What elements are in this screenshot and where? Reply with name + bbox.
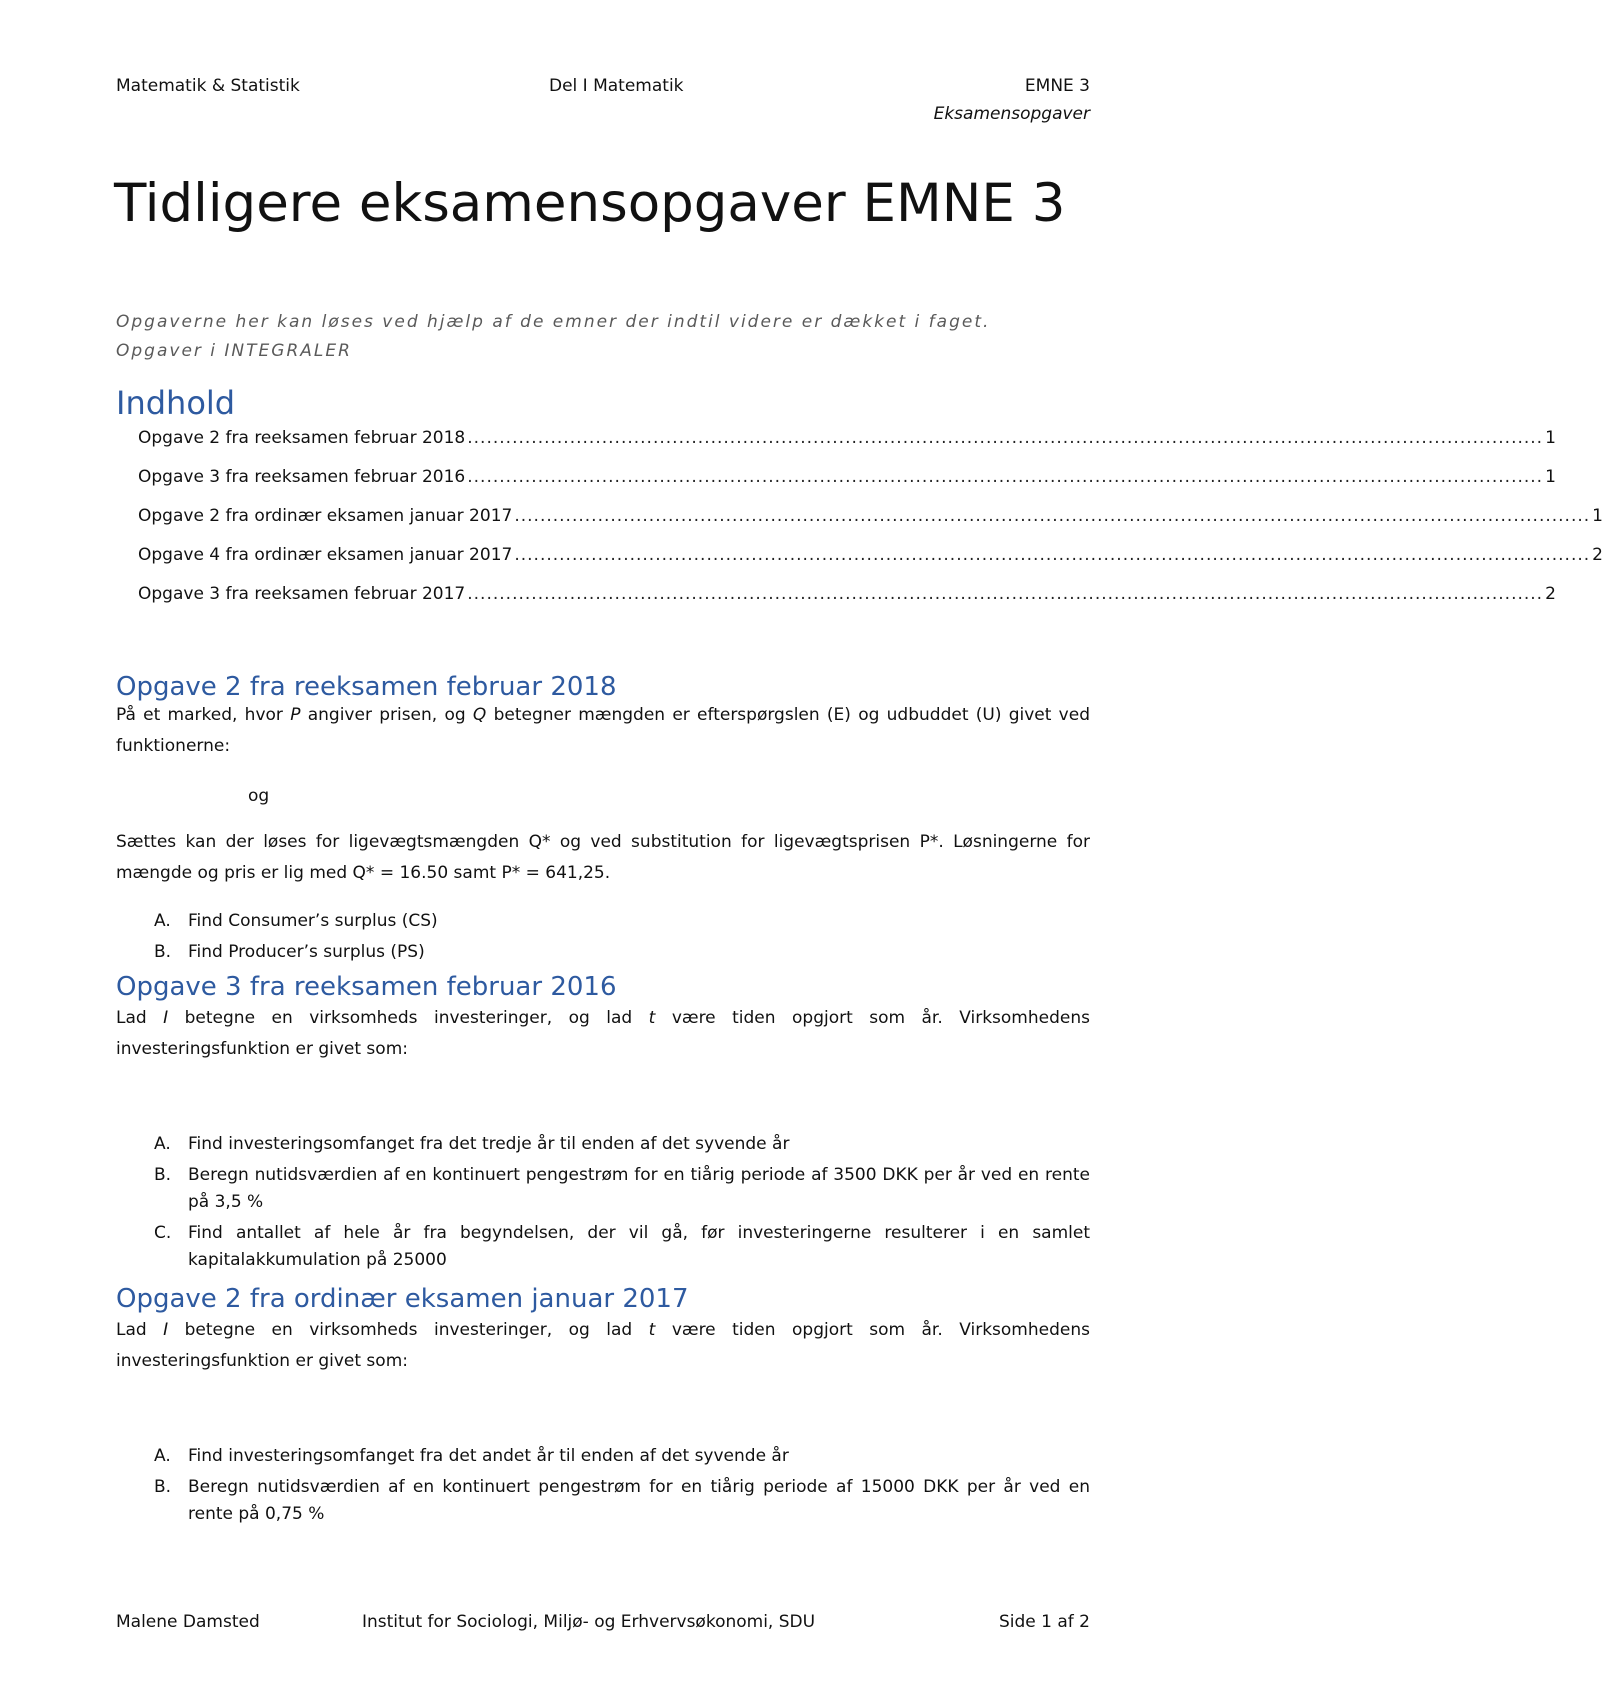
- item-letter: C.: [154, 1223, 172, 1243]
- item-text: Find investeringsomfanget fra det tredje år til enden af det syvende år: [188, 1134, 790, 1154]
- footer-author: Malene Damsted: [116, 1612, 260, 1632]
- list-item: [154, 1220, 1090, 1274]
- toc-heading: Indhold: [116, 384, 236, 422]
- var-i: I: [163, 1320, 169, 1340]
- text-run: betegne en virksomheds investeringer, og lad: [168, 1008, 649, 1028]
- text-run: betegne en virksomheds investeringer, og lad: [168, 1320, 649, 1340]
- list-item: [154, 908, 1090, 935]
- toc-entry-page: 1: [1545, 428, 1556, 448]
- section-1-questions: [154, 908, 1090, 970]
- header-doc-type: Eksamensopgaver: [933, 104, 1090, 124]
- toc-entry-page: 1: [1545, 467, 1556, 487]
- toc-leader-dots: ........................................................................................................................................................................: [467, 584, 1544, 604]
- page-title: Tidligere eksamensopgaver EMNE 3: [114, 173, 1066, 234]
- subtitle-line-1: Opgaverne her kan løses ved hjælp af de emner der indtil videre er dækket i faget.: [116, 312, 991, 332]
- toc-entry[interactable]: [138, 506, 1603, 545]
- toc-entry-label: Opgave 3 fra reeksamen februar 2017: [138, 584, 466, 604]
- toc-leader-dots: ........................................................................................................................................................................: [467, 467, 1544, 487]
- text-run: være tiden opgjort som år. Virksomhedens investeringsfunktion er givet som:: [116, 1320, 1090, 1371]
- toc-leader-dots: ........................................................................................................................................................................: [514, 545, 1591, 565]
- section-1-intro: [116, 700, 1090, 762]
- section-heading-2: Opgave 3 fra reeksamen februar 2016: [116, 972, 617, 1002]
- text-run: angiver prisen, og: [300, 705, 473, 725]
- item-text: Find investeringsomfanget fra det andet år til enden af det syvende år: [188, 1446, 789, 1466]
- section-3-intro: [116, 1315, 1090, 1377]
- toc-leader-dots: ........................................................................................................................................................................: [514, 506, 1591, 526]
- toc-entry[interactable]: [138, 428, 1556, 467]
- text-run: være tiden opgjort som år. Virksomhedens investeringsfunktion er givet som:: [116, 1008, 1090, 1059]
- toc-entry-page: 2: [1545, 584, 1556, 604]
- toc-entry-label: Opgave 2 fra reeksamen februar 2018: [138, 428, 466, 448]
- toc-entry[interactable]: [138, 584, 1556, 623]
- table-of-contents: [138, 428, 1603, 623]
- header-part: Del I Matematik: [549, 76, 684, 96]
- item-text: Beregn nutidsværdien af en kontinuert pengestrøm for en tiårig periode af 3500 DKK per år ved en rente på 3,5 %: [188, 1165, 1090, 1212]
- subtitle: [116, 308, 1096, 366]
- text-run: Lad: [116, 1320, 164, 1340]
- text-run: På et marked, hvor: [116, 705, 291, 725]
- section-2-questions: [154, 1131, 1090, 1278]
- text-run: Lad: [116, 1008, 164, 1028]
- toc-leader-dots: ........................................................................................................................................................................: [467, 428, 1544, 448]
- item-text: Beregn nutidsværdien af en kontinuert pengestrøm for en tiårig periode af 15000 DKK per år ved en rente på 0,75 %: [188, 1477, 1090, 1524]
- header-course: Matematik & Statistik: [116, 76, 300, 96]
- section-heading-1: Opgave 2 fra reeksamen februar 2018: [116, 672, 617, 702]
- var-p: P: [290, 705, 301, 725]
- toc-entry-page: 2: [1592, 545, 1603, 565]
- footer-institution: Institut for Sociologi, Miljø- og Erhvervsøkonomi, SDU: [362, 1612, 816, 1632]
- var-t: t: [648, 1320, 656, 1340]
- item-text: Find antallet af hele år fra begyndelsen, der vil gå, før investeringerne resulterer i en samlet kapitalakkumulation på 25000: [188, 1223, 1090, 1270]
- toc-entry-label: Opgave 3 fra reeksamen februar 2016: [138, 467, 466, 487]
- item-letter: A.: [154, 911, 171, 931]
- toc-entry-label: Opgave 4 fra ordinær eksamen januar 2017: [138, 545, 513, 565]
- item-letter: B.: [154, 942, 172, 962]
- toc-entry-label: Opgave 2 fra ordinær eksamen januar 2017: [138, 506, 513, 526]
- equation-connector: og: [248, 786, 270, 806]
- list-item: [154, 1443, 1090, 1470]
- var-i: I: [163, 1008, 169, 1028]
- list-item: [154, 939, 1090, 966]
- header-topic: EMNE 3: [1024, 76, 1090, 96]
- footer-page-number: Side 1 af 2: [998, 1612, 1090, 1632]
- list-item: [154, 1474, 1090, 1528]
- list-item: [154, 1162, 1090, 1216]
- toc-entry[interactable]: [138, 467, 1556, 506]
- toc-entry[interactable]: [138, 545, 1603, 584]
- var-q: Q: [472, 705, 487, 725]
- list-item: [154, 1131, 1090, 1158]
- item-letter: A.: [154, 1446, 171, 1466]
- section-3-questions: [154, 1443, 1090, 1532]
- text-run: betegner mængden er efterspørgslen (E) og udbuddet (U) givet ved funktionerne:: [116, 705, 1090, 756]
- section-2-intro: [116, 1003, 1090, 1065]
- item-text: Find Consumer’s surplus (CS): [188, 911, 438, 931]
- item-letter: B.: [154, 1165, 172, 1185]
- item-letter: A.: [154, 1134, 171, 1154]
- section-heading-3: Opgave 2 fra ordinær eksamen januar 2017: [116, 1284, 689, 1314]
- var-t: t: [648, 1008, 656, 1028]
- item-text: Find Producer’s surplus (PS): [188, 942, 425, 962]
- toc-entry-page: 1: [1592, 506, 1603, 526]
- subtitle-line-2: Opgaver i INTEGRALER: [116, 341, 352, 361]
- item-letter: B.: [154, 1477, 172, 1497]
- section-1-solution-text: Sættes kan der løses for ligevægtsmængden Q* og ved substitution for ligevægtsprisen P*. Løsningerne for mængde og pris er lig med Q* = 16.50 samt P* = 641,25.: [116, 832, 1090, 883]
